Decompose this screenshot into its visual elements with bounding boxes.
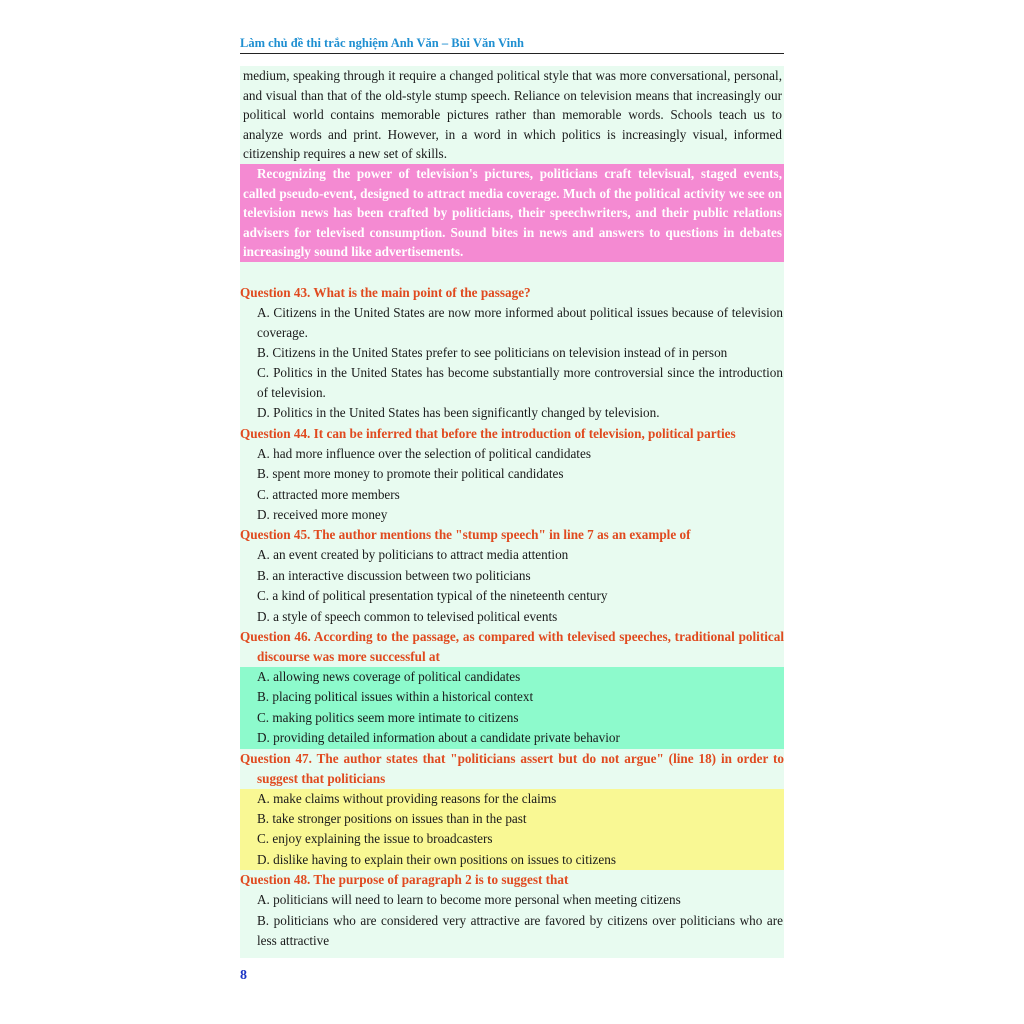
running-header: Làm chủ đề thi trắc nghiệm Anh Văn – Bùi Văn Vinh — [240, 36, 784, 54]
answer-option: D. providing detailed information about a candidate private behavior — [257, 730, 620, 746]
answer-option: C. attracted more members — [257, 486, 400, 502]
answer-option: A. make claims without providing reasons for the claims — [257, 790, 557, 806]
answer-option: A. an event created by politicians to attract media attention — [257, 547, 569, 563]
answer-option: B. Citizens in the United States prefer to see politicians on television instead of in person — [257, 344, 728, 360]
answer-option: B. take stronger positions on issues than in the past — [257, 811, 527, 827]
answer-option: C. Politics in the United States has become substantially more controversial since the introduction of television. — [257, 365, 783, 401]
answer-option: A. politicians will need to learn to become more personal when meeting citizens — [257, 892, 681, 908]
answer-option: A. Citizens in the United States are now more informed about political issues because of television coverage. — [257, 304, 783, 340]
q47-options-highlight — [240, 789, 784, 871]
answer-option: D. a style of speech common to televised political events — [257, 608, 558, 624]
spacer — [240, 262, 784, 283]
q46-options-highlight — [240, 667, 784, 749]
content-area — [240, 66, 784, 958]
question-45: Question 45. The author mentions the "stump speech" in line 7 as an example of — [240, 527, 691, 543]
answer-option: B. politicians who are considered very attractive are favored by citizens over politicians who are less attractive — [257, 912, 783, 948]
passage-paragraph-1: medium, speaking through it require a changed political style that was more conversational, personal, and visual than that of the old-style stump speech. Reliance on television means that increasingly our political world contains memorable pictures rather than memorable words. Schools teach us to analyze words and print. However, in a word in which politics is increasingly visual, informed citizenship requires a new set of skills. — [243, 68, 782, 162]
answer-option: D. dislike having to explain their own positions on issues to citizens — [257, 851, 616, 867]
answer-option: A. allowing news coverage of political candidates — [257, 669, 521, 684]
answer-option: A. had more influence over the selection of political candidates — [257, 445, 591, 461]
question-48: Question 48. The purpose of paragraph 2 is to suggest that — [240, 872, 569, 888]
answer-option: C. enjoy explaining the issue to broadcasters — [257, 831, 493, 847]
answer-option: B. spent more money to promote their political candidates — [257, 466, 564, 482]
answer-option: C. making politics seem more intimate to citizens — [257, 709, 519, 725]
answer-option: B. placing political issues within a historical context — [257, 689, 534, 705]
answer-option: D. Politics in the United States has been significantly changed by television. — [257, 405, 660, 421]
question-44: Question 44. It can be inferred that before the introduction of television, political parties — [240, 425, 736, 441]
question-43: Question 43. What is the main point of the passage? — [240, 284, 531, 300]
question-47: Question 47. The author states that "politicians assert but do not argue" (line 18) in order to suggest that politicians — [240, 750, 784, 786]
answer-option: B. an interactive discussion between two politicians — [257, 567, 531, 583]
question-46: Question 46. According to the passage, as compared with televised speeches, traditional political discourse was more successful at — [240, 629, 784, 664]
answer-option: D. received more money — [257, 506, 388, 522]
page-number: 8 — [240, 968, 247, 983]
passage-paragraph-2-highlighted: Recognizing the power of television's pictures, politicians craft televisual, staged events, called pseudo-event, designed to attract media coverage. Much of the political activity we see on television news has been crafted by politicians, their speechwriters, and their public relations advisers for televised consumption. Sound bites in news and answers to questions in debates increasingly sound like advertisements. — [240, 164, 784, 262]
answer-option: C. a kind of political presentation typical of the nineteenth century — [257, 588, 608, 604]
